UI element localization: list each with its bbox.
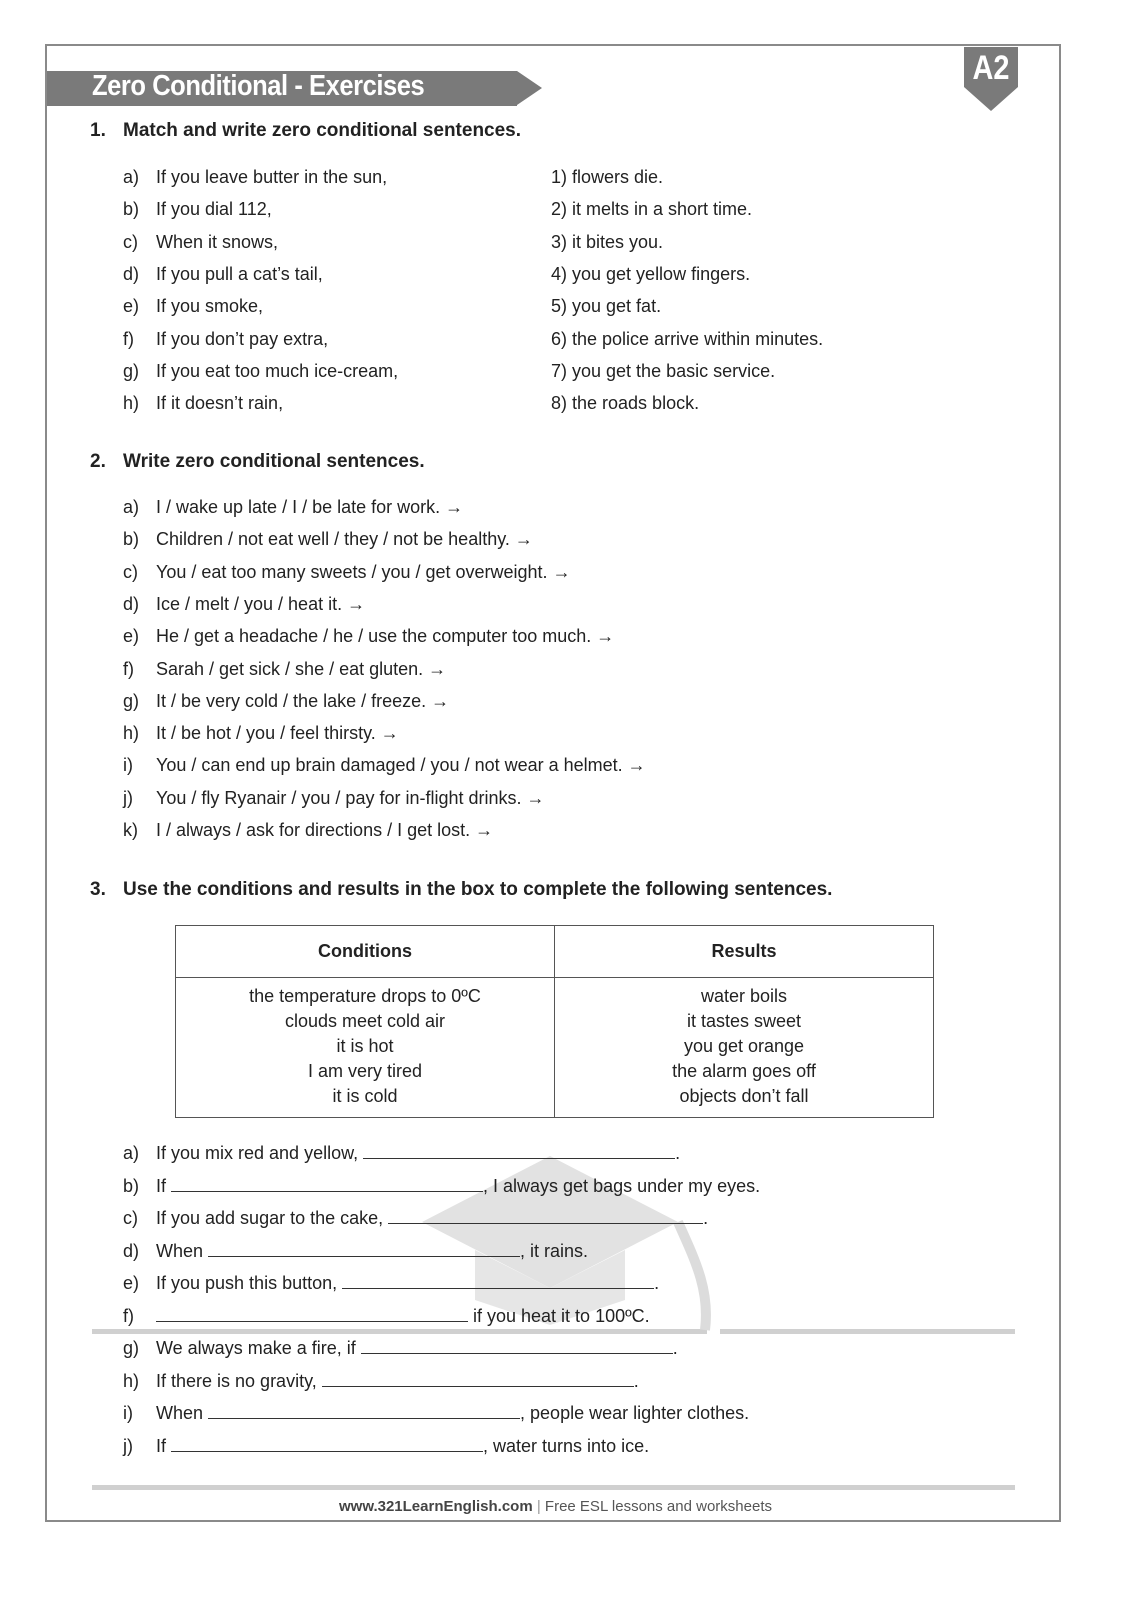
exercise-item [123, 561, 571, 583]
exercise-item [123, 722, 399, 744]
answer-blank[interactable] [363, 1142, 675, 1159]
footer-separator: | [536, 1498, 541, 1515]
item-label: h) [123, 393, 140, 414]
item-after: . [675, 1143, 681, 1163]
result-item: water boils [700, 986, 788, 1006]
item-text: I / always / ask for directions / I get lost. → [156, 820, 494, 840]
answer-blank[interactable] [171, 1435, 483, 1452]
match-right-item: 4) you get yellow fingers. [551, 263, 751, 284]
item-text: If you pull a cat’s tail, [156, 263, 323, 284]
item-label: g) [123, 1338, 140, 1358]
item-after: , I always get bags under my eyes. [483, 1175, 761, 1196]
item-after: , water turns into ice. [483, 1435, 650, 1456]
item-after: . [703, 1208, 709, 1228]
result-item: the alarm goes off [672, 1061, 816, 1081]
condition-item: clouds meet cold air [284, 1011, 446, 1031]
title-banner-arrow [517, 71, 542, 105]
exercise-item [123, 787, 545, 809]
item-text: It / be hot / you / feel thirsty. → [156, 723, 399, 744]
item-label: f) [123, 328, 134, 349]
watermark-line-bottom [92, 1485, 1015, 1490]
match-right-item: 3) it bites you. [551, 231, 664, 252]
item-label: d) [123, 593, 140, 614]
exercise-item [123, 754, 646, 776]
item-after: if you heat it to 100ºC. [468, 1305, 650, 1326]
match-left-item [123, 263, 323, 285]
item-before: When [156, 1240, 204, 1261]
page-title: Zero Conditional - Exercises [92, 70, 425, 102]
section3-heading: 3. Use the conditions and results in the box to complete the following sentences. [90, 879, 833, 900]
match-left-item [123, 295, 263, 317]
results-cell [555, 978, 934, 1118]
item-label: j) [123, 1435, 133, 1456]
answer-blank[interactable] [342, 1272, 654, 1289]
exercise-item [123, 819, 493, 841]
item-text: If it doesn’t rain, [156, 393, 284, 414]
footer-tagline: Free ESL lessons and worksheets [544, 1498, 772, 1515]
match-right-item: 7) you get the basic service. [551, 360, 776, 381]
item-after: . [672, 1338, 678, 1358]
fill-in-item [123, 1175, 760, 1197]
result-item: objects don’t fall [679, 1086, 809, 1106]
item-text: If you leave butter in the sun, [156, 167, 388, 187]
item-text: If you smoke, [156, 296, 264, 317]
item-label: g) [123, 360, 140, 381]
match-left-item [123, 392, 283, 414]
match-left-item [123, 360, 398, 382]
item-before: We always make a fire, if [156, 1338, 356, 1358]
fill-in-item [123, 1370, 639, 1392]
condition-item: it is hot [336, 1036, 394, 1056]
item-before: If you push this button, [156, 1273, 338, 1293]
level-badge-arrow [964, 87, 1018, 111]
exercise-item [123, 528, 533, 550]
fill-in-item [123, 1207, 708, 1229]
item-label: f) [123, 658, 134, 679]
match-right-item: 6) the police arrive within minutes. [551, 328, 824, 349]
answer-blank[interactable] [361, 1337, 673, 1354]
item-text: You / fly Ryanair / you / pay for in-flight drinks. → [156, 787, 545, 808]
section2-heading: 2. Write zero conditional sentences. [90, 451, 425, 472]
match-right-item: 5) you get fat. [551, 296, 662, 317]
exercise-item [123, 690, 449, 712]
item-text: I / wake up late / I / be late for work. → [156, 497, 464, 517]
answer-blank[interactable] [208, 1240, 520, 1257]
condition-item: the temperature drops to 0ºC [249, 986, 481, 1006]
item-label: h) [123, 1370, 140, 1391]
item-label: f) [123, 1305, 134, 1326]
table-header-results: Results [555, 926, 934, 978]
item-label: g) [123, 690, 140, 711]
item-label: e) [123, 296, 140, 317]
fill-in-item [123, 1240, 588, 1262]
item-before: If you mix red and yellow, [156, 1143, 359, 1163]
item-label: b) [123, 529, 140, 550]
exercise-item [123, 625, 614, 647]
footer-site: www.321LearnEnglish.com [339, 1498, 533, 1515]
item-text: When it snows, [156, 231, 279, 252]
table-header-conditions: Conditions [176, 926, 555, 978]
item-label: a) [123, 497, 140, 517]
item-text: You / eat too many sweets / you / get overweight. → [156, 561, 571, 582]
item-label: e) [123, 1273, 140, 1293]
item-before: If there is no gravity, [156, 1370, 317, 1391]
item-label: a) [123, 167, 140, 187]
result-item: it tastes sweet [686, 1011, 802, 1031]
fill-in-item [123, 1402, 749, 1424]
item-label: c) [123, 231, 138, 252]
match-left-item [123, 166, 387, 188]
match-left-item [123, 231, 278, 253]
item-label: d) [123, 263, 140, 284]
item-before: If you add sugar to the cake, [156, 1208, 384, 1228]
footer [0, 1498, 1111, 1515]
fill-in-item [123, 1337, 678, 1359]
item-text: He / get a headache / he / use the computer too much. → [156, 626, 615, 647]
match-left-item [123, 198, 272, 220]
item-text: Ice / melt / you / heat it. → [156, 593, 366, 614]
item-label: c) [123, 1208, 138, 1228]
conditions-cell [176, 978, 555, 1118]
section1-heading: 1. Match and write zero conditional sentences. [90, 120, 522, 141]
level-badge-text: A2 [972, 49, 1010, 87]
condition-item: I am very tired [307, 1061, 423, 1081]
item-label: b) [123, 1175, 140, 1196]
answer-blank[interactable] [171, 1175, 483, 1192]
item-text: If you dial 112, [156, 199, 272, 220]
item-text: If you eat too much ice-cream, [156, 360, 399, 381]
match-right-item: 1) flowers die. [551, 167, 664, 187]
item-label: d) [123, 1240, 140, 1261]
fill-in-item [123, 1305, 650, 1327]
match-left-item [123, 328, 328, 350]
match-right-item: 2) it melts in a short time. [551, 199, 753, 220]
fill-in-item [123, 1142, 680, 1164]
answer-blank[interactable] [322, 1370, 634, 1387]
exercise-item [123, 496, 463, 518]
item-before: If [156, 1435, 167, 1456]
result-item: you get orange [683, 1036, 805, 1056]
item-label: i) [123, 1403, 133, 1423]
item-after: . [633, 1370, 639, 1391]
item-label: e) [123, 626, 140, 647]
answer-blank[interactable] [208, 1402, 520, 1419]
watermark-line-top-right [720, 1329, 1015, 1334]
fill-in-item [123, 1272, 659, 1294]
item-label: k) [123, 820, 138, 840]
match-right-item: 8) the roads block. [551, 393, 700, 414]
item-text: Sarah / get sick / she / eat gluten. → [156, 658, 447, 679]
item-after: . [654, 1273, 660, 1293]
item-text: It / be very cold / the lake / freeze. → [156, 690, 450, 711]
item-label: j) [123, 787, 133, 808]
fill-in-item [123, 1435, 649, 1457]
item-after: , people wear lighter clothes. [520, 1403, 750, 1423]
item-label: c) [123, 561, 138, 582]
condition-item: it is cold [332, 1086, 398, 1106]
item-text: Children / not eat well / they / not be healthy. → [156, 529, 533, 550]
exercise-item [123, 593, 365, 615]
conditions-results-table [175, 925, 934, 1118]
item-text: You / can end up brain damaged / you / not wear a helmet. → [156, 755, 646, 776]
answer-blank[interactable] [388, 1207, 703, 1224]
exercise-item [123, 658, 446, 680]
item-after: , it rains. [520, 1240, 589, 1261]
item-label: h) [123, 723, 140, 744]
item-text: If you don’t pay extra, [156, 328, 329, 349]
item-label: i) [123, 755, 133, 776]
item-label: b) [123, 199, 140, 220]
item-label: a) [123, 1143, 140, 1163]
answer-blank[interactable] [156, 1305, 468, 1322]
item-before: When [156, 1403, 204, 1423]
item-before: If [156, 1175, 167, 1196]
